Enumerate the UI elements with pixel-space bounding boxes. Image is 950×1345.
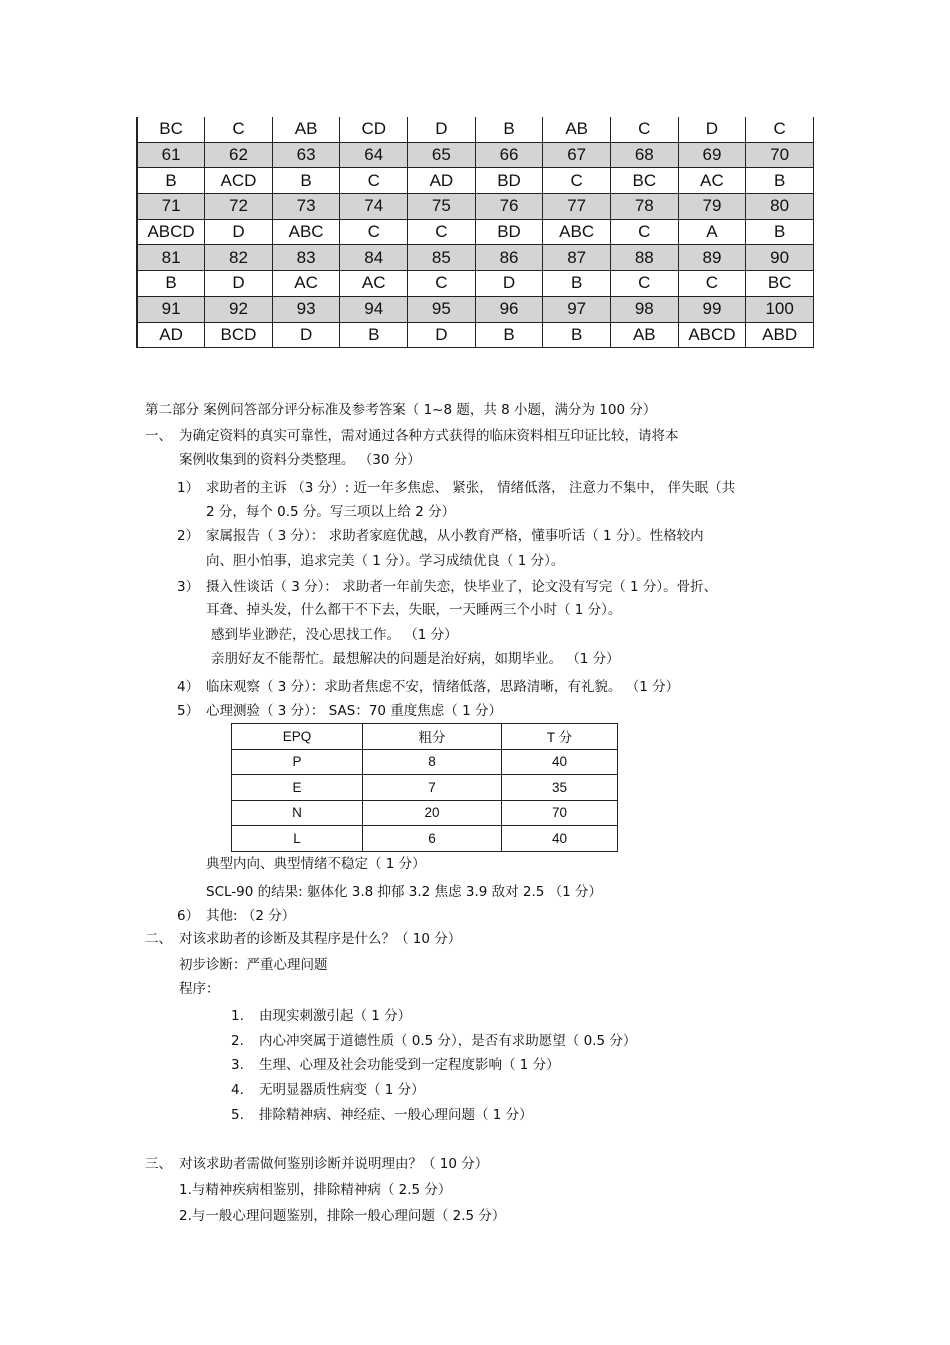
answer-table-cell: 63 bbox=[272, 142, 340, 168]
answer-table-cell: 86 bbox=[475, 245, 543, 271]
answer-table-cell: ABC bbox=[543, 219, 611, 245]
answer-table-cell: D bbox=[408, 322, 476, 348]
answer-table-cell: 79 bbox=[678, 194, 746, 220]
epq-cell: 6 bbox=[363, 826, 502, 852]
q2-step-text: 排除精神病、神经症、一般心理问题（ 1 分） bbox=[259, 1107, 533, 1123]
q1-item3-line2: 耳聋、掉头发，什么都干不下去，失眠，一天睡两三个小时（ 1 分）。 bbox=[206, 602, 622, 618]
q1-item2-number: 2） bbox=[177, 528, 200, 544]
q1-item5-line1: 心理测验（ 3 分）： SAS：70 重度焦虑（ 1 分） bbox=[206, 703, 502, 719]
epq-cell: 粗分 bbox=[363, 724, 502, 750]
answer-table-cell: 69 bbox=[678, 142, 746, 168]
answer-table-cell: 95 bbox=[408, 296, 476, 322]
q1-item1-number: 1） bbox=[177, 480, 200, 496]
q1-item5-epq-conclusion: 典型内向、典型情绪不稳定（ 1 分） bbox=[206, 856, 426, 872]
answer-table-row bbox=[137, 219, 814, 245]
answer-table-cell: AB bbox=[543, 117, 611, 142]
answer-table-cell: D bbox=[205, 219, 273, 245]
answer-table-cell: C bbox=[408, 219, 476, 245]
q1-item6-number: 6） bbox=[177, 908, 200, 924]
epq-row bbox=[232, 826, 618, 852]
answer-table-cell: B bbox=[475, 322, 543, 348]
answer-table-row bbox=[137, 296, 814, 322]
epq-cell: 20 bbox=[363, 800, 502, 826]
epq-cell: 40 bbox=[502, 749, 618, 775]
answer-table-cell: D bbox=[678, 117, 746, 142]
answer-table-cell: 87 bbox=[543, 245, 611, 271]
answer-table-cell: D bbox=[272, 322, 340, 348]
epq-row bbox=[232, 775, 618, 801]
answer-table-row bbox=[137, 142, 814, 168]
answer-table-row bbox=[137, 271, 814, 297]
answer-table-cell: B bbox=[746, 219, 814, 245]
answer-table-cell: 70 bbox=[746, 142, 814, 168]
answer-table-cell: 74 bbox=[340, 194, 408, 220]
q2-step-number: 3. bbox=[231, 1057, 244, 1073]
q1-item4-number: 4） bbox=[177, 679, 200, 695]
answer-table-cell: 68 bbox=[610, 142, 678, 168]
answer-table-cell: A bbox=[678, 219, 746, 245]
answer-table-cell: B bbox=[475, 117, 543, 142]
epq-cell: T 分 bbox=[502, 724, 618, 750]
q1-item2-line2: 向、胆小怕事，追求完美（ 1 分）。学习成绩优良（ 1 分）。 bbox=[206, 553, 565, 569]
q1-item3-number: 3） bbox=[177, 579, 200, 595]
q2-diagnosis: 初步诊断：严重心理问题 bbox=[179, 957, 328, 973]
epq-cell: L bbox=[232, 826, 363, 852]
answer-table-cell: 73 bbox=[272, 194, 340, 220]
answer-table-row bbox=[137, 322, 814, 348]
epq-cell: EPQ bbox=[232, 724, 363, 750]
answer-table-cell: D bbox=[205, 271, 273, 297]
q2-step-number: 5. bbox=[231, 1107, 244, 1123]
answer-table-cell: 71 bbox=[137, 194, 205, 220]
answer-table-cell: ABC bbox=[272, 219, 340, 245]
answer-table-cell: 81 bbox=[137, 245, 205, 271]
epq-cell: E bbox=[232, 775, 363, 801]
q3-line1: 对该求助者需做何鉴别诊断并说明理由？（ 10 分） bbox=[179, 1156, 489, 1172]
answer-table-cell: D bbox=[408, 117, 476, 142]
answer-table-cell: 90 bbox=[746, 245, 814, 271]
answer-table-cell: AB bbox=[610, 322, 678, 348]
answer-table-cell: C bbox=[610, 117, 678, 142]
answer-table-cell: C bbox=[610, 219, 678, 245]
q1-item3-line3: 感到毕业渺茫，没心思找工作。 （1 分） bbox=[211, 627, 458, 643]
answer-table-cell: 82 bbox=[205, 245, 273, 271]
answer-table-cell: 89 bbox=[678, 245, 746, 271]
part2-heading: 第二部分 案例问答部分评分标准及参考答案（ 1~8 题，共 8 小题，满分为 100 分） bbox=[145, 402, 657, 418]
answer-table-cell: ACD bbox=[205, 168, 273, 194]
answer-table-cell: ABCD bbox=[678, 322, 746, 348]
answer-table-row bbox=[137, 194, 814, 220]
q1-item5-scl90: SCL-90 的结果: 躯体化 3.8 抑郁 3.2 焦虑 3.9 敌对 2.5 （1 分） bbox=[206, 884, 603, 900]
answer-table-cell: 96 bbox=[475, 296, 543, 322]
answer-table-cell: BD bbox=[475, 168, 543, 194]
answer-table-cell: 75 bbox=[408, 194, 476, 220]
answer-table-cell: 88 bbox=[610, 245, 678, 271]
q2-procedure-label: 程序： bbox=[179, 981, 220, 997]
answer-table-cell: C bbox=[408, 271, 476, 297]
q2-step-text: 由现实刺激引起（ 1 分） bbox=[259, 1008, 412, 1024]
answer-table-cell: 64 bbox=[340, 142, 408, 168]
answer-table-cell: 84 bbox=[340, 245, 408, 271]
q1-item5-number: 5） bbox=[177, 703, 200, 719]
answer-table-cell: C bbox=[205, 117, 273, 142]
answer-table-cell: BD bbox=[475, 219, 543, 245]
answer-table-cell: BC bbox=[137, 117, 205, 142]
q3-line2: 1.与精神疾病相鉴别，排除精神病（ 2.5 分） bbox=[179, 1182, 452, 1198]
answer-table-cell: 62 bbox=[205, 142, 273, 168]
answer-table-cell: B bbox=[543, 322, 611, 348]
answer-table-cell: C bbox=[746, 117, 814, 142]
epq-cell: 35 bbox=[502, 775, 618, 801]
answer-table-row bbox=[137, 245, 814, 271]
answer-table-cell: AC bbox=[272, 271, 340, 297]
answer-table-cell: C bbox=[678, 271, 746, 297]
q2-step-number: 4. bbox=[231, 1082, 244, 1098]
answer-table-cell: 72 bbox=[205, 194, 273, 220]
answer-table-cell: AC bbox=[678, 168, 746, 194]
answer-table-cell: B bbox=[340, 322, 408, 348]
answer-table-cell: C bbox=[543, 168, 611, 194]
answer-table-cell: C bbox=[340, 168, 408, 194]
q1-item1-line1: 求助者的主诉 （3 分）: 近一年多焦虑、 紧张， 情绪低落， 注意力不集中， 伴失眠（共 bbox=[206, 480, 736, 496]
answer-table-cell: C bbox=[610, 271, 678, 297]
answer-table-cell: 97 bbox=[543, 296, 611, 322]
epq-cell: P bbox=[232, 749, 363, 775]
answer-table-cell: C bbox=[340, 219, 408, 245]
answer-table-cell: BC bbox=[746, 271, 814, 297]
answer-table-cell: B bbox=[746, 168, 814, 194]
q2-number: 二、 bbox=[145, 931, 172, 947]
answer-table-cell: 93 bbox=[272, 296, 340, 322]
answer-table-cell: 83 bbox=[272, 245, 340, 271]
answer-table-cell: AD bbox=[408, 168, 476, 194]
epq-row bbox=[232, 749, 618, 775]
answer-table-cell: 94 bbox=[340, 296, 408, 322]
q1-line2: 案例收集到的资料分类整理。 （30 分） bbox=[179, 452, 421, 468]
epq-cell: 70 bbox=[502, 800, 618, 826]
q1-line1: 为确定资料的真实可靠性，需对通过各种方式获得的临床资料相互印证比较，请将本 bbox=[179, 428, 679, 444]
epq-table bbox=[231, 723, 618, 852]
answer-table-cell: B bbox=[272, 168, 340, 194]
answer-table-row bbox=[137, 117, 814, 142]
q1-item2-line1: 家属报告（ 3 分）： 求助者家庭优越，从小教育严格，懂事听话（ 1 分）。性格较内 bbox=[206, 528, 704, 544]
q1-item3-line1: 摄入性谈话（ 3 分）： 求助者一年前失恋，快毕业了，论文没有写完（ 1 分）。骨折、 bbox=[206, 579, 718, 595]
q3-line3: 2.与一般心理问题鉴别，排除一般心理问题（ 2.5 分） bbox=[179, 1208, 506, 1224]
q2-step-number: 1. bbox=[231, 1008, 244, 1024]
epq-row bbox=[232, 800, 618, 826]
q1-number: 一、 bbox=[145, 428, 172, 444]
answer-table-cell: ABD bbox=[746, 322, 814, 348]
answer-table-cell: 98 bbox=[610, 296, 678, 322]
answer-table-cell: BCD bbox=[205, 322, 273, 348]
answer-table-cell: CD bbox=[340, 117, 408, 142]
answer-table-cell: B bbox=[137, 168, 205, 194]
answer-table-cell: ABCD bbox=[137, 219, 205, 245]
q2-step-text: 无明显器质性病变（ 1 分） bbox=[259, 1082, 425, 1098]
answer-table-cell: AC bbox=[340, 271, 408, 297]
answer-table-cell: 91 bbox=[137, 296, 205, 322]
answer-table-cell: 78 bbox=[610, 194, 678, 220]
answer-table-cell: 61 bbox=[137, 142, 205, 168]
answer-table-cell: B bbox=[543, 271, 611, 297]
answer-table-row bbox=[137, 168, 814, 194]
q3-number: 三、 bbox=[145, 1156, 172, 1172]
epq-header-row bbox=[232, 724, 618, 750]
q1-item1-line2: 2 分，每个 0.5 分。写三项以上给 2 分） bbox=[206, 504, 456, 520]
answer-table-cell: AB bbox=[272, 117, 340, 142]
answer-table-cell: 67 bbox=[543, 142, 611, 168]
answer-table-cell: 92 bbox=[205, 296, 273, 322]
answer-table-cell: 100 bbox=[746, 296, 814, 322]
epq-cell: 7 bbox=[363, 775, 502, 801]
answer-table bbox=[136, 117, 814, 348]
q1-item3-line4: 亲朋好友不能帮忙。最想解决的问题是治好病，如期毕业。 （1 分） bbox=[211, 651, 620, 667]
answer-table-cell: B bbox=[137, 271, 205, 297]
answer-table-cell: 77 bbox=[543, 194, 611, 220]
answer-table-cell: 76 bbox=[475, 194, 543, 220]
answer-table-cell: 99 bbox=[678, 296, 746, 322]
q1-item6-line1: 其他: （2 分） bbox=[206, 908, 296, 924]
answer-table-cell: 66 bbox=[475, 142, 543, 168]
answer-table-cell: AD bbox=[137, 322, 205, 348]
epq-cell: N bbox=[232, 800, 363, 826]
q2-step-text: 内心冲突属于道德性质（ 0.5 分），是否有求助愿望（ 0.5 分） bbox=[259, 1033, 637, 1049]
epq-cell: 8 bbox=[363, 749, 502, 775]
answer-table-cell: D bbox=[475, 271, 543, 297]
q2-line1: 对该求助者的诊断及其程序是什么？（ 10 分） bbox=[179, 931, 462, 947]
answer-table-cell: BC bbox=[610, 168, 678, 194]
q1-item4-line1: 临床观察（ 3 分）：求助者焦虑不安，情绪低落，思路清晰，有礼貌。 （1 分） bbox=[206, 679, 680, 695]
q2-step-text: 生理、心理及社会功能受到一定程度影响（ 1 分） bbox=[259, 1057, 560, 1073]
answer-table-cell: 80 bbox=[746, 194, 814, 220]
answer-table-cell: 85 bbox=[408, 245, 476, 271]
epq-cell: 40 bbox=[502, 826, 618, 852]
answer-table-cell: 65 bbox=[408, 142, 476, 168]
q2-step-number: 2. bbox=[231, 1033, 244, 1049]
